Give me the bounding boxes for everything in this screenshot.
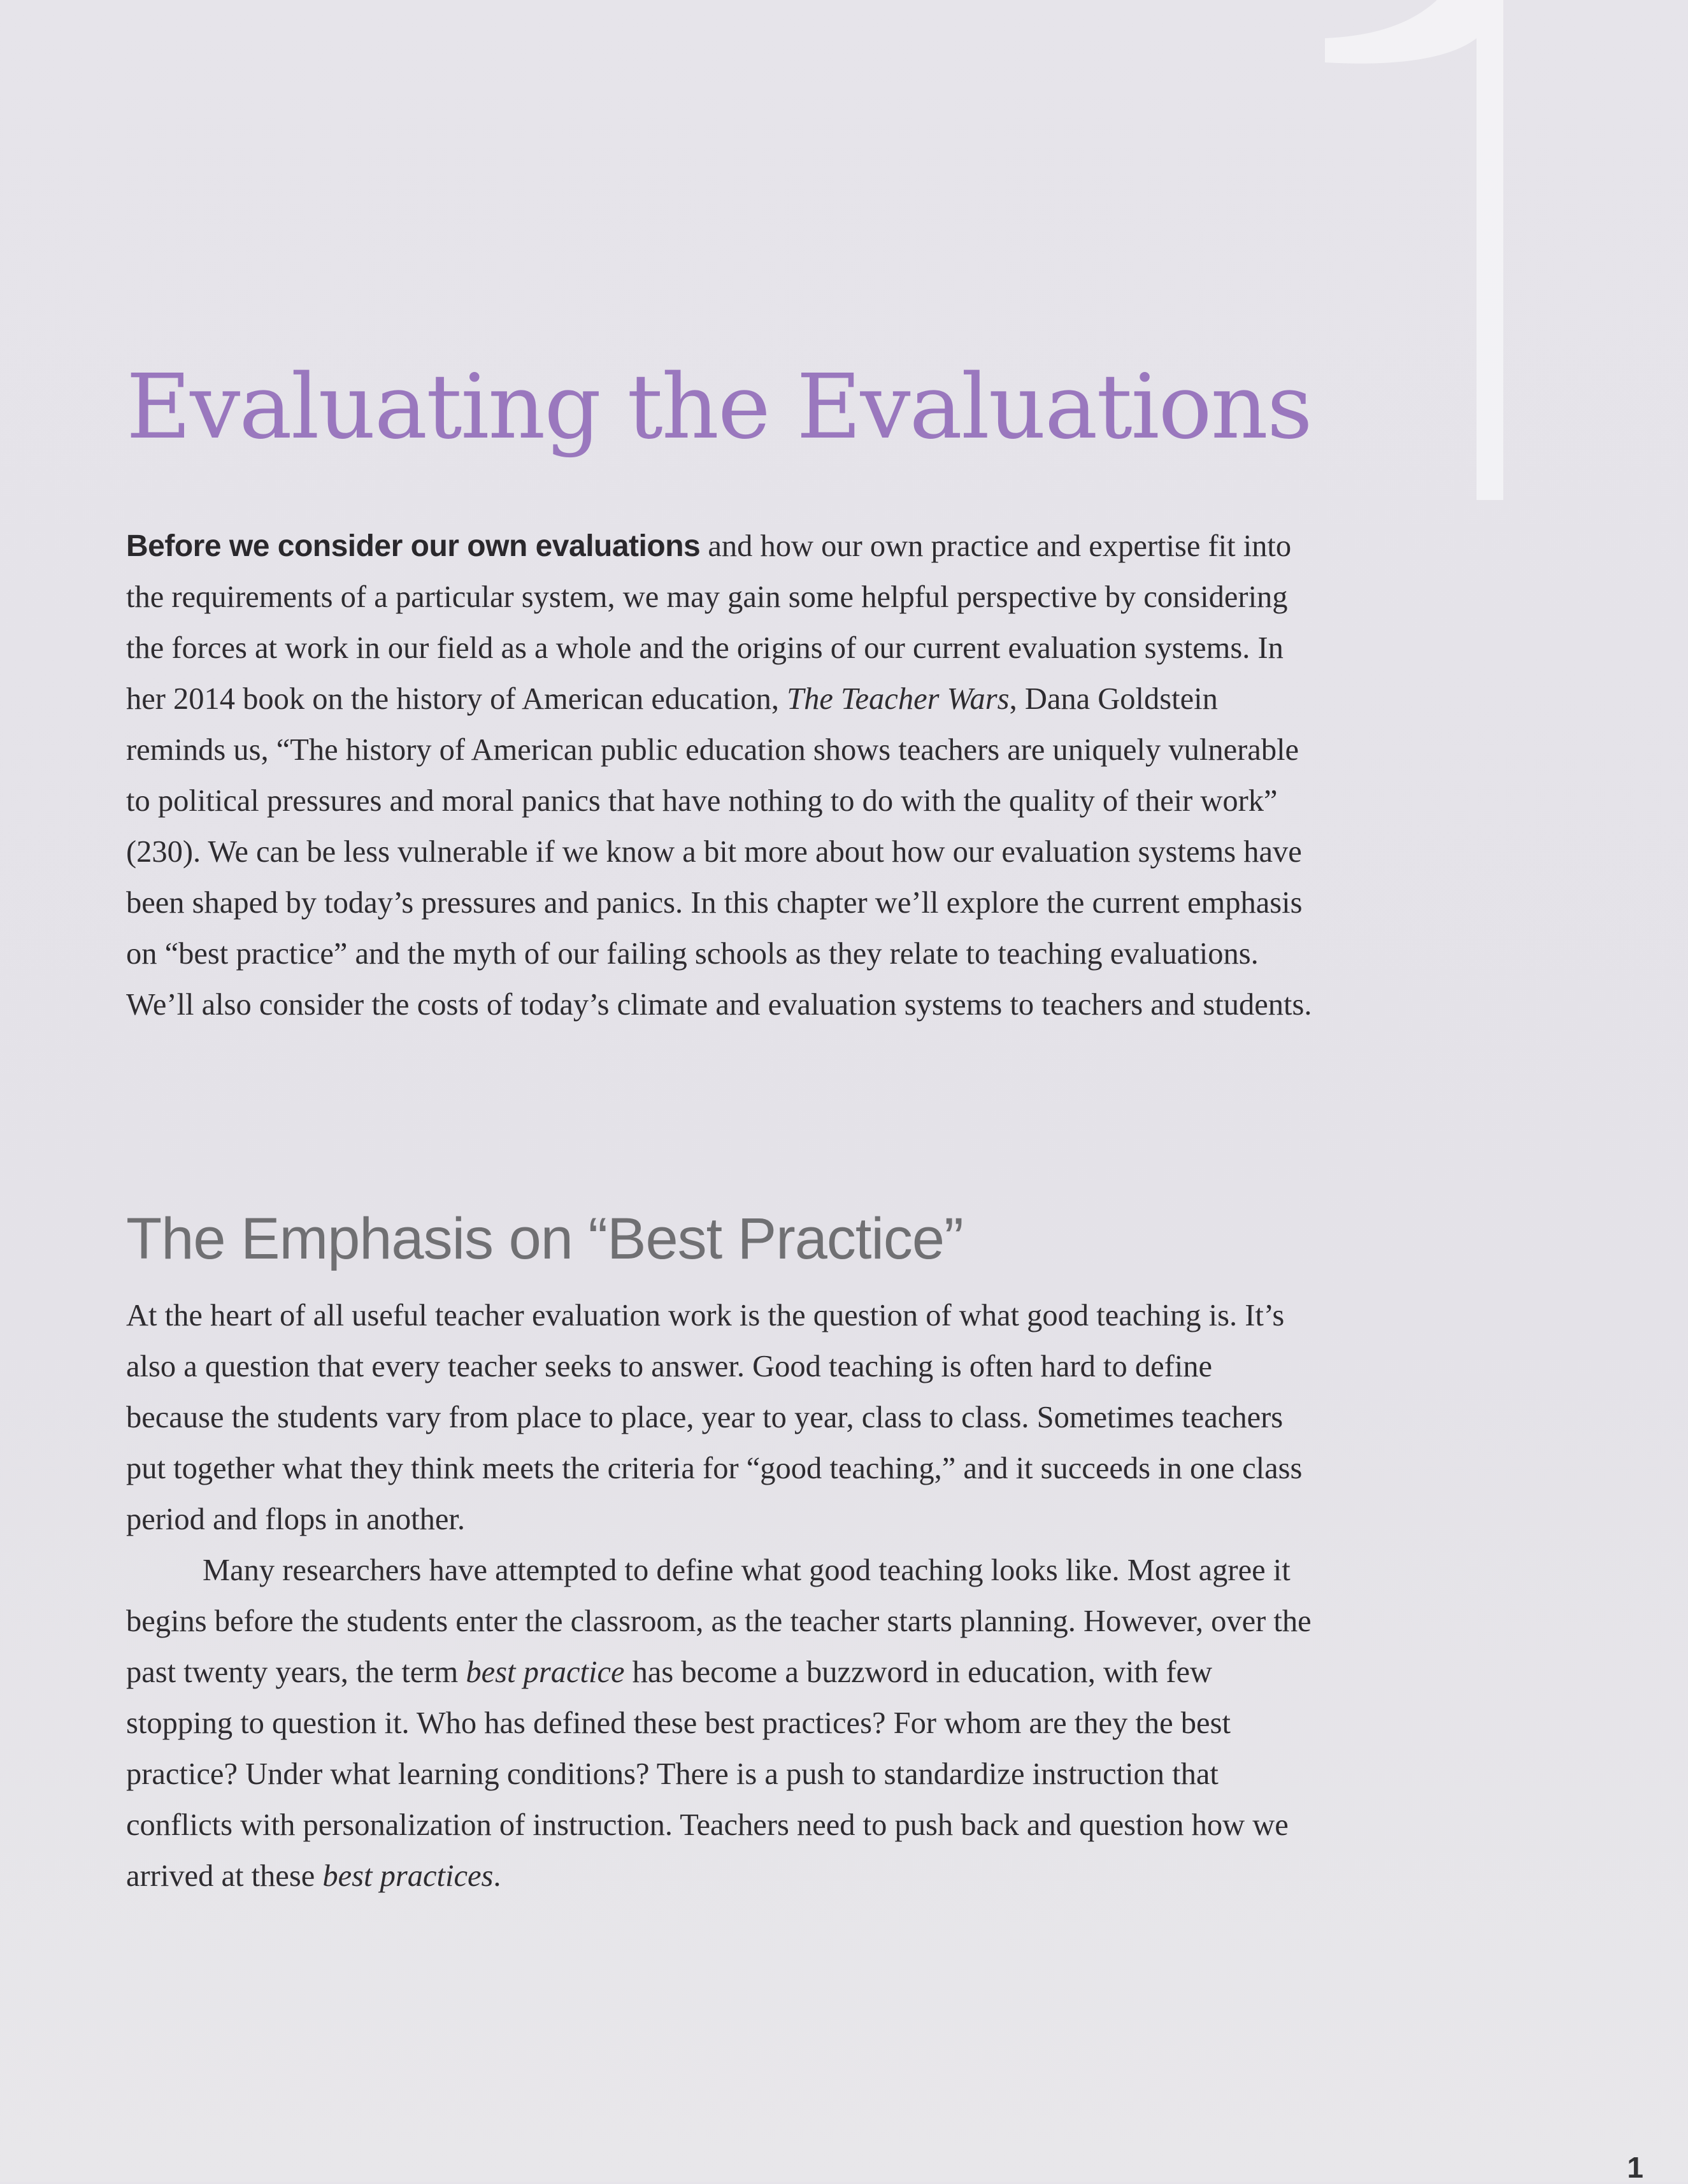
best-practices-term: best practices <box>322 1859 494 1893</box>
intro-lead-in: Before we consider our own evaluations <box>126 529 701 563</box>
book-title: The Teacher Wars <box>787 682 1010 716</box>
page-number: 1 <box>1627 2151 1643 2184</box>
section-paragraph-1: At the heart of all useful teacher evaluation work is the question of what good teaching is. It’s also a question that every teacher seeks to answer. Good teaching is often hard to define because the students vary from place to place, year to year, class to class. Sometimes teachers put together what they think meets the criteria for “good teaching,” and it succeeds in one class period and flops in another. <box>126 1299 1303 1536</box>
section-paragraph-2 <box>126 1545 1317 1902</box>
intro-paragraph <box>126 521 1317 1031</box>
paragraph-2-end: . <box>493 1859 501 1893</box>
paragraph-2-text-2: has become a buzzword in education, with few stopping to question it. Who has defined these best practices? For whom are they the best practice? Under what learning conditions? There is a push to standardize instruction that conflicts with personalization of instruction. Teachers need to push back and question how we arrived at these <box>126 1655 1289 1893</box>
chapter-title: Evaluating the Evaluations <box>126 355 1312 459</box>
intro-text-1: and how our own practice and expertise fit into the requirements of a particular system, we may gain some helpful perspective by considering the forces at work in our field as a whole and the origins of our current evaluation systems. In her 2014 book on the history of American education, <box>126 529 1292 716</box>
paragraph-2-text-1: Many researchers have attempted to define what good teaching looks like. Most agree it begins before the students enter the classroom, as the teacher starts planning. However, over the past twenty years, the term <box>126 1553 1312 1689</box>
section-heading: The Emphasis on “Best Practice” <box>126 1206 963 1271</box>
intro-text-2: , Dana Goldstein reminds us, “The history of American public education shows teachers are uniquely vulnerable to political pressures and moral panics that have nothing to do with the quality of their work” (230). We can be less vulnerable if we know a bit more about how our evaluation systems have been shaped by today’s pressures and panics. In this chapter we’ll explore the current emphasis on “best practice” and the myth of our failing schools as they relate to teaching evaluations. We’ll also consider the costs of today’s climate and evaluation systems to teachers and students. <box>126 682 1312 1022</box>
best-practice-term: best practice <box>466 1655 625 1689</box>
